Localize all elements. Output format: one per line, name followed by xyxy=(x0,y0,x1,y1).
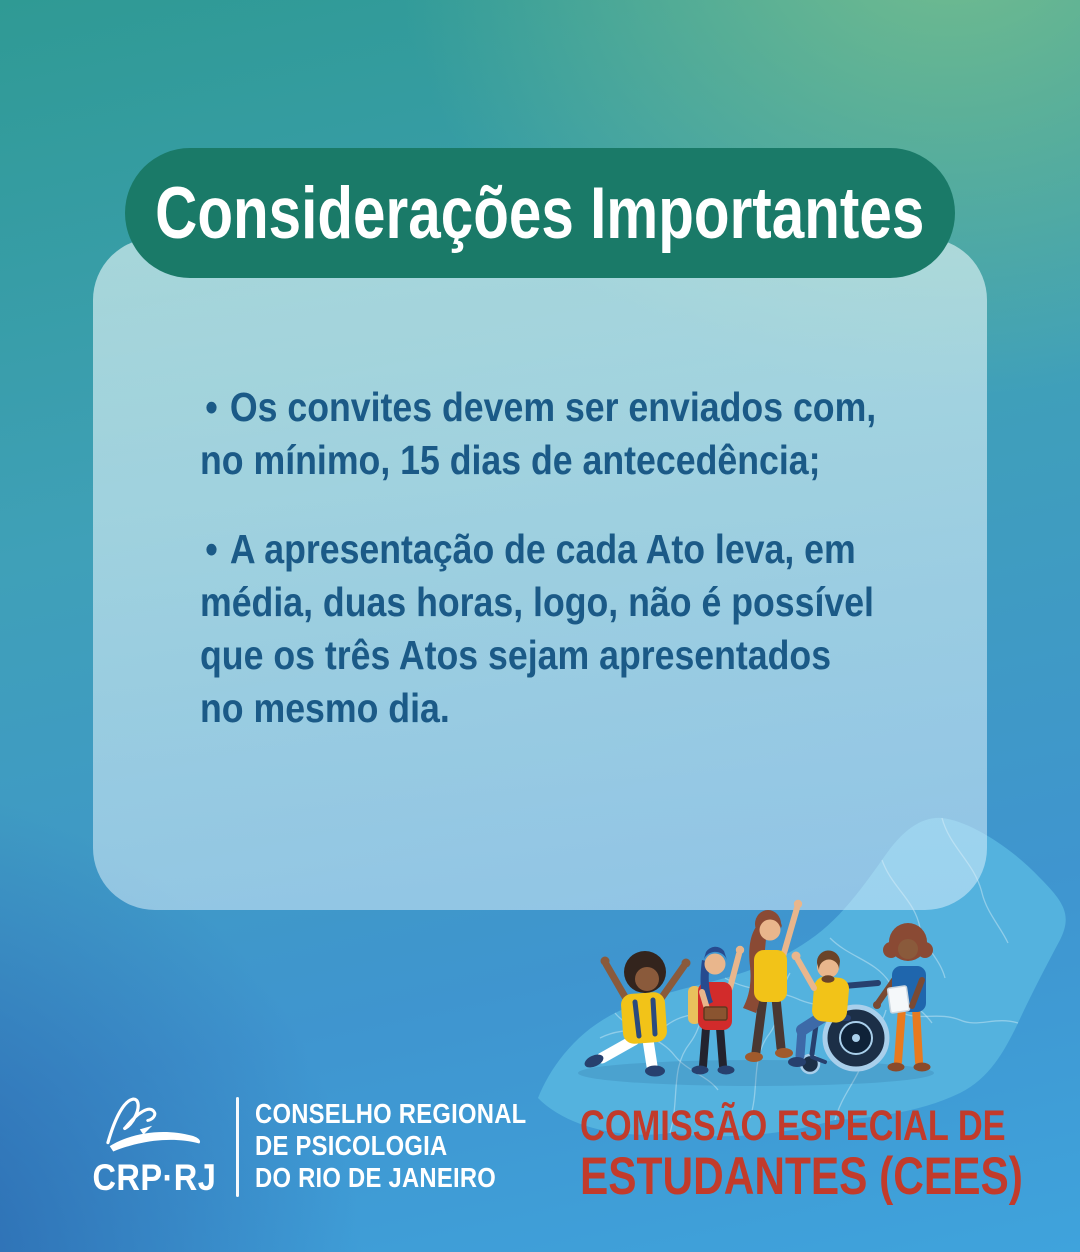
bullet-item xyxy=(200,381,877,487)
page-title: Considerações Importantes xyxy=(155,172,925,254)
org-name-line: DE PSICOLOGIA xyxy=(255,1130,448,1161)
org-name-line: DO RIO DE JANEIRO xyxy=(255,1162,497,1193)
crprj-acronym: CRP·RJ xyxy=(92,1157,216,1198)
bullet-line xyxy=(200,381,877,434)
bullet-line: média, duas horas, logo, não é possível xyxy=(200,579,874,625)
bullet-line: que os três Atos sejam apresentados xyxy=(200,632,832,678)
org-name xyxy=(255,1093,574,1199)
student-blue-hair-figure xyxy=(688,946,744,1075)
commission-title xyxy=(580,1104,1080,1204)
bullet-text: Os convites devem ser enviados com, xyxy=(229,384,877,430)
crprj-logo xyxy=(90,1093,218,1199)
title-banner xyxy=(125,148,955,278)
group-shadow xyxy=(578,1060,934,1086)
bullet-line: no mesmo dia. xyxy=(200,685,450,731)
bullet-line: no mínimo, 15 dias de antecedência; xyxy=(200,437,821,483)
students-illustration xyxy=(556,890,956,1090)
bullet-glyph: • xyxy=(205,384,218,430)
crprj-logo-lockup xyxy=(90,1093,574,1199)
woman-waving-figure xyxy=(743,900,802,1062)
commission-line-1: COMISSÃO ESPECIAL DE xyxy=(580,1102,1006,1150)
bullet-line xyxy=(200,523,856,576)
man-in-wheelchair-figure xyxy=(788,950,887,1073)
logo-divider xyxy=(236,1097,239,1197)
child-celebrating-figure xyxy=(583,951,691,1077)
bullet-item xyxy=(200,523,874,735)
crprj-wave-bird-mark-icon xyxy=(96,1093,212,1155)
org-name-line: CONSELHO REGIONAL xyxy=(255,1098,527,1129)
bullet-text: A apresentação de cada Ato leva, em xyxy=(229,526,856,572)
considerations-list xyxy=(200,381,920,771)
bullet-glyph: • xyxy=(205,526,218,572)
commission-line-2: ESTUDANTES (CEES) xyxy=(580,1147,1023,1206)
